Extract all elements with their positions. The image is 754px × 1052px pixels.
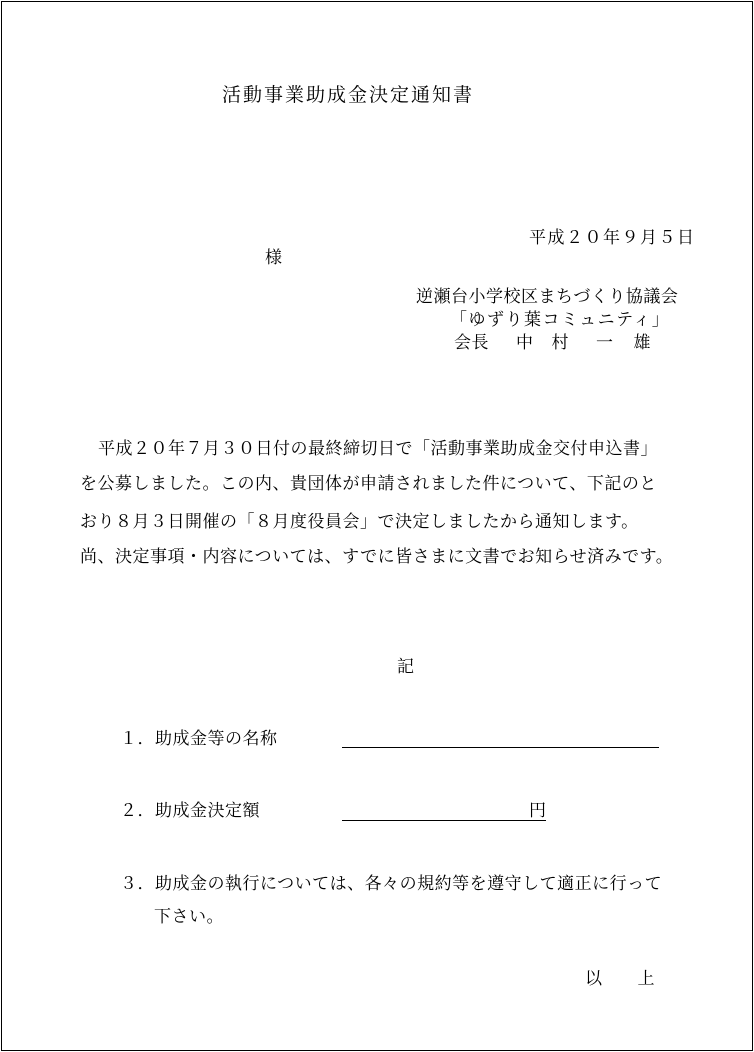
addressee-suffix: 様 [265, 248, 283, 268]
document-page [1, 1, 753, 1051]
sender-name-char: 一 [596, 333, 614, 353]
yen-unit: 円 [529, 801, 547, 821]
document-title: 活動事業助成金決定通知書 [222, 84, 475, 106]
ki-heading: 記 [397, 657, 415, 677]
issue-date: 平成２０年９月５日 [529, 228, 696, 248]
sender-signature [454, 333, 651, 353]
sender-name-char: 雄 [633, 333, 651, 353]
sender-title: 会長 [454, 333, 489, 353]
body-text-line: 平成２０年７月３０日付の最終締切日で「活動事業助成金交付申込書」 [98, 439, 658, 459]
grant-amount-blank-line [342, 820, 546, 821]
grant-name-blank-line [342, 747, 659, 748]
closing-ijou: 以 上 [585, 969, 655, 989]
sender-nickname: 「ゆずり葉コミュニティ」 [450, 310, 671, 330]
item-grant-amount-label: ２．助成金決定額 [120, 801, 260, 821]
sender-name-char: 中 [516, 333, 534, 353]
body-text-line: おり８月３日開催の「８月度役員会」で決定しましたから通知します。 [80, 512, 639, 532]
body-text-line: を公募しました。この内、貴団体が申請されました件について、下記のと [80, 474, 657, 494]
item-execution-text: ３．助成金の執行については、各々の規約等を遵守して適正に行って [120, 874, 663, 894]
sender-name-char: 村 [551, 333, 569, 353]
item-execution-continuation: 下さい。 [154, 907, 224, 927]
body-text-line: 尚、決定事項・内容については、すでに皆さまに文書でお知らせ済みです。 [80, 547, 674, 567]
sender-organization: 逆瀬台小学校区まちづくり協議会 [416, 287, 679, 307]
item-grant-name-label: １．助成金等の名称 [120, 729, 278, 749]
